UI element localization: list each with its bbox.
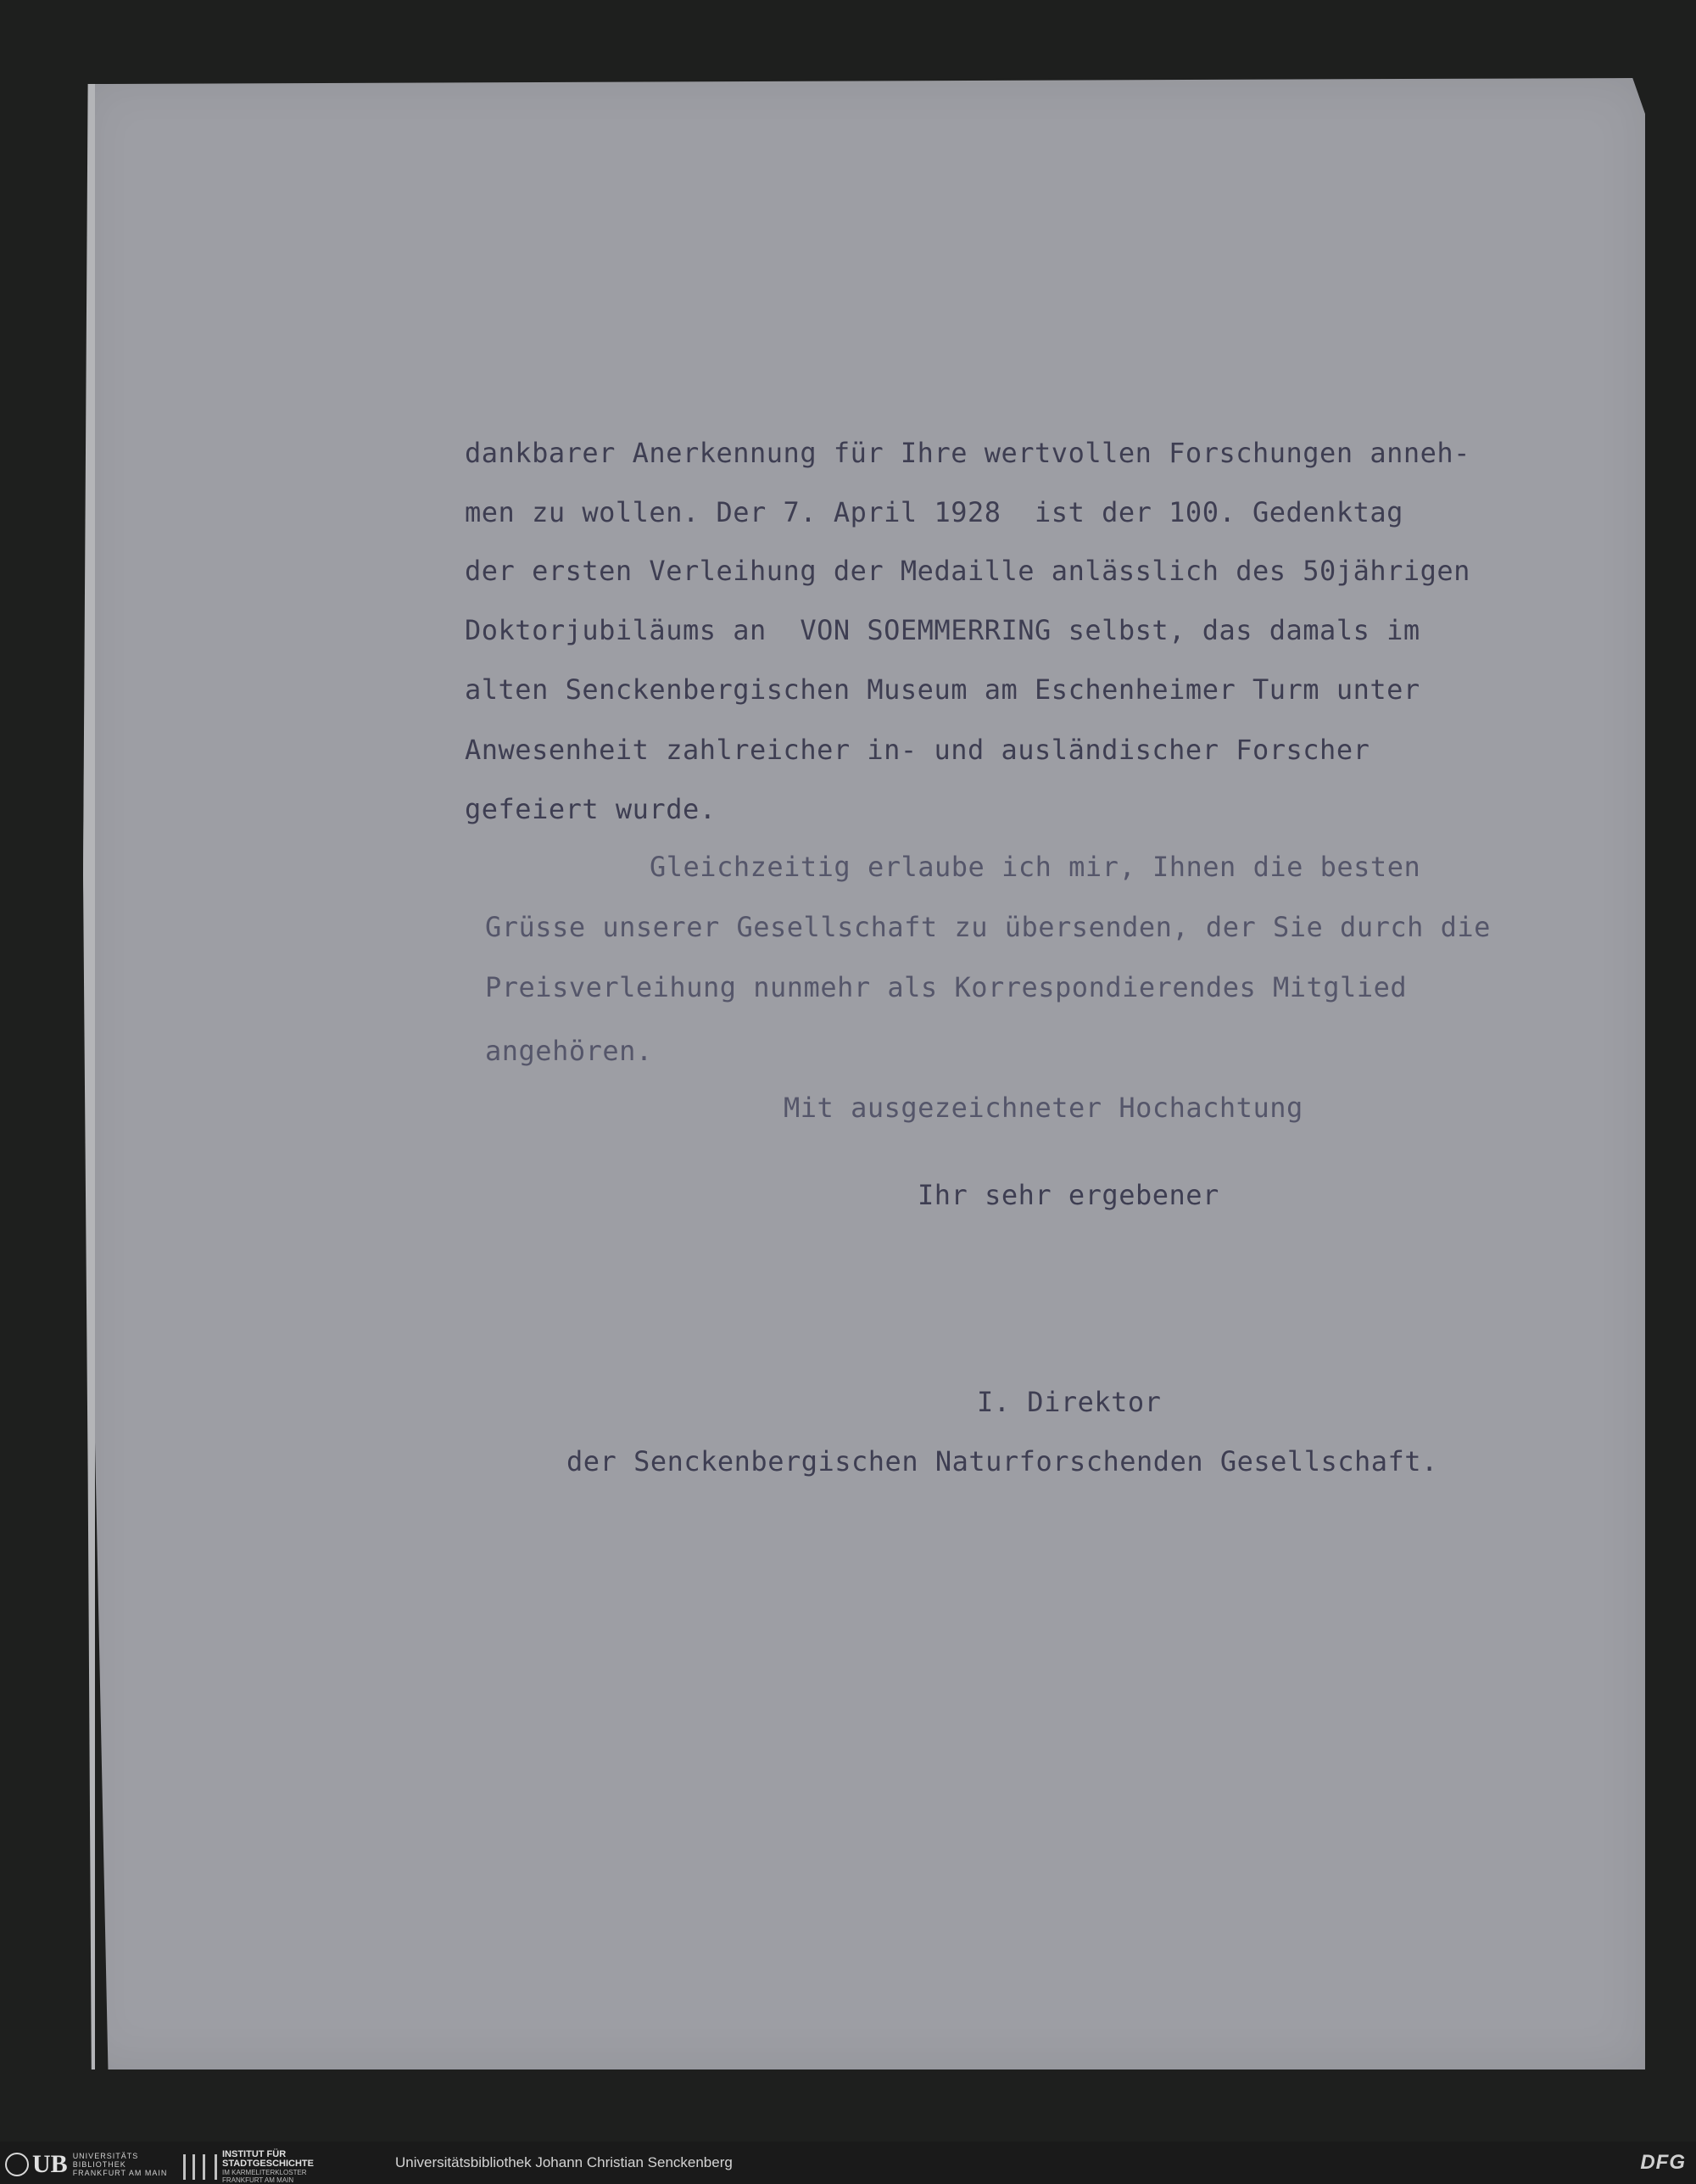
footer-library-name: Universitätsbibliothek Johann Christian Senckenberg	[395, 2154, 733, 2170]
ub-text-line-2: BIBLIOTHEK	[72, 2160, 126, 2169]
footer-bar	[0, 2142, 1696, 2184]
letter-signoff: Ihr sehr ergebener	[918, 1179, 1219, 1211]
letter-line-7: gefeiert wurde.	[465, 793, 717, 825]
ub-logo[interactable]	[5, 2150, 167, 2179]
ub-text-line-3: FRANKFURT AM MAIN	[72, 2169, 168, 2177]
isg-text-line-3: IM KARMELITERKLOSTER	[222, 2169, 307, 2176]
letter-closing: Mit ausgezeichneter Hochachtung	[784, 1092, 1303, 1124]
letter-line-10: Preisverleihung nunmehr als Korrespondierendes Mitglied	[485, 971, 1408, 1003]
isg-logo[interactable]	[183, 2150, 314, 2184]
signature-title-2: der Senckenbergischen Naturforschenden Gesellschaft.	[566, 1445, 1438, 1477]
letter-line-2: men zu wollen. Der 7. April 1928 ist der 100. Gedenktag	[465, 496, 1403, 528]
letter-line-8: Gleichzeitig erlaube ich mir, Ihnen die besten	[650, 851, 1421, 883]
dfg-logo[interactable]: DFG	[1640, 2151, 1686, 2174]
letter-line-11: angehören.	[485, 1035, 653, 1067]
letter-line-3: der ersten Verleihung der Medaille anlässlich des 50jährigen	[465, 555, 1470, 587]
letter-line-5: alten Senckenbergischen Museum am Eschenheimer Turm unter	[465, 673, 1420, 706]
isg-text-line-2: STADTGESCHICHTE	[222, 2159, 314, 2169]
isg-building-icon	[183, 2154, 217, 2180]
letter-line-4: Doktorjubiläums an VON SOEMMERRING selbst, das damals im	[465, 614, 1420, 646]
letter-line-6: Anwesenheit zahlreicher in- und ausländischer Forscher	[465, 734, 1370, 766]
ub-seal-icon	[5, 2153, 29, 2176]
isg-text-line-1: INSTITUT FÜR	[222, 2149, 287, 2159]
letter-line-9: Grüsse unserer Gesellschaft zu übersenden, der Sie durch die	[485, 911, 1491, 943]
isg-text	[222, 2150, 314, 2184]
ub-letters: UB	[32, 2150, 68, 2178]
signature-title-1: I. Direktor	[977, 1386, 1162, 1418]
letter-line-1: dankbarer Anerkennung für Ihre wertvollen Forschungen anneh-	[465, 437, 1470, 469]
ub-text	[73, 2152, 168, 2177]
ub-text-line-1: UNIVERSITÄTS	[72, 2152, 139, 2160]
isg-text-line-4: FRANKFURT AM MAIN	[222, 2176, 294, 2184]
